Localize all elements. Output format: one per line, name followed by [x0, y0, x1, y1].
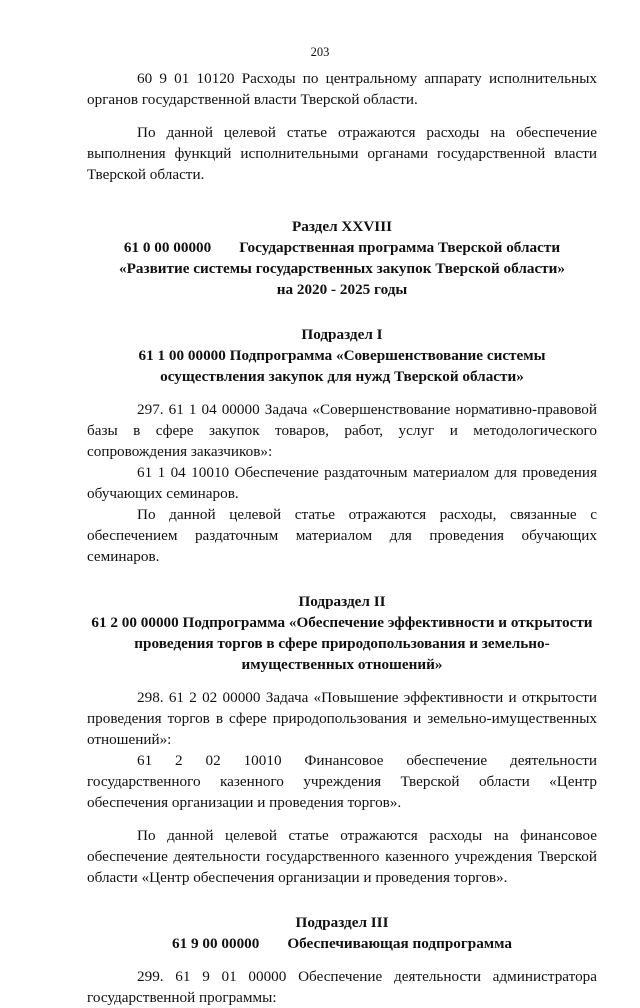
- subsection-3-heading: [87, 912, 597, 954]
- subsection-2-task: 298. 61 2 02 00000 Задача «Повышение эффективности и открытости проведения торгов в сфере природопользования и земельно-имущественных отношений»:: [87, 689, 597, 748]
- section-title: Раздел XXVIII: [291, 218, 393, 235]
- subsection-3-title: Подраздел III: [295, 914, 389, 931]
- subsection-1-line2: осуществления закупок для нужд Тверской области»: [160, 368, 524, 385]
- subsection-3-line: [87, 933, 597, 954]
- subsection-3-task: 299. 61 9 01 00000 Обеспечение деятельности администратора государственной программы:: [87, 968, 597, 1006]
- subsection-2-heading: [87, 591, 597, 675]
- paragraph-central-apparatus-description: По данной целевой статье отражаются расходы на обеспечение выполнения функций исполнительными органами государственной власти Тверской области.: [87, 124, 597, 183]
- subsection-1-task: 297. 61 1 04 00000 Задача «Совершенствование нормативно-правовой базы в сфере закупок товаров, работ, услуг и методологического сопровождения заказчиков»:: [87, 401, 597, 460]
- subsection-1-article: 61 1 04 10010 Обеспечение раздаточным материалом для проведения обучающих семинаров.: [87, 464, 597, 502]
- subsection-1-title: Подраздел I: [301, 326, 383, 343]
- paragraph-central-apparatus: 60 9 01 10120 Расходы по центральному аппарату исполнительных органов государственной власти Тверской области.: [87, 70, 597, 108]
- subsection-2-line1: 61 2 00 00000 Подпрограмма «Обеспечение эффективности и открытости: [91, 614, 593, 631]
- page-number: 203: [310, 45, 330, 59]
- section-heading: [87, 216, 597, 300]
- section-program-line: [87, 237, 597, 258]
- subsection-2-line3: имущественных отношений»: [241, 656, 443, 673]
- section-program-title: «Развитие системы государственных закупок Тверской области»: [119, 260, 565, 277]
- subsection-2-title: Подраздел II: [298, 593, 386, 610]
- document-body: [87, 68, 597, 1008]
- subsection-2-article-description: По данной целевой статье отражаются расходы на финансовое обеспечение деятельности государственного казенного учреждения Тверской области «Центр обеспечения организации и проведения торгов».: [87, 827, 597, 886]
- subsection-2-line2: проведения торгов в сфере природопользования и земельно-: [134, 635, 550, 652]
- subsection-3-name: Обеспечивающая подпрограмма: [287, 935, 512, 952]
- subsection-3-code: 61 9 00 00000: [172, 935, 260, 952]
- section-program-years: на 2020 - 2025 годы: [276, 281, 408, 298]
- section-program-code: 61 0 00 00000: [123, 239, 212, 256]
- subsection-1-heading: [87, 324, 597, 387]
- subsection-1-article-description: По данной целевой статье отражаются расходы, связанные с обеспечением раздаточным материалом для проведения обучающих семинаров.: [87, 506, 597, 565]
- section-program-name: Государственная программа Тверской области: [239, 239, 561, 256]
- subsection-2-article: 61 2 02 10010 Финансовое обеспечение деятельности государственного казенного учреждения Тверской области «Центр обеспечения организации и проведения торгов».: [87, 752, 597, 811]
- subsection-1-line1: 61 1 00 00000 Подпрограмма «Совершенствование системы: [138, 347, 546, 364]
